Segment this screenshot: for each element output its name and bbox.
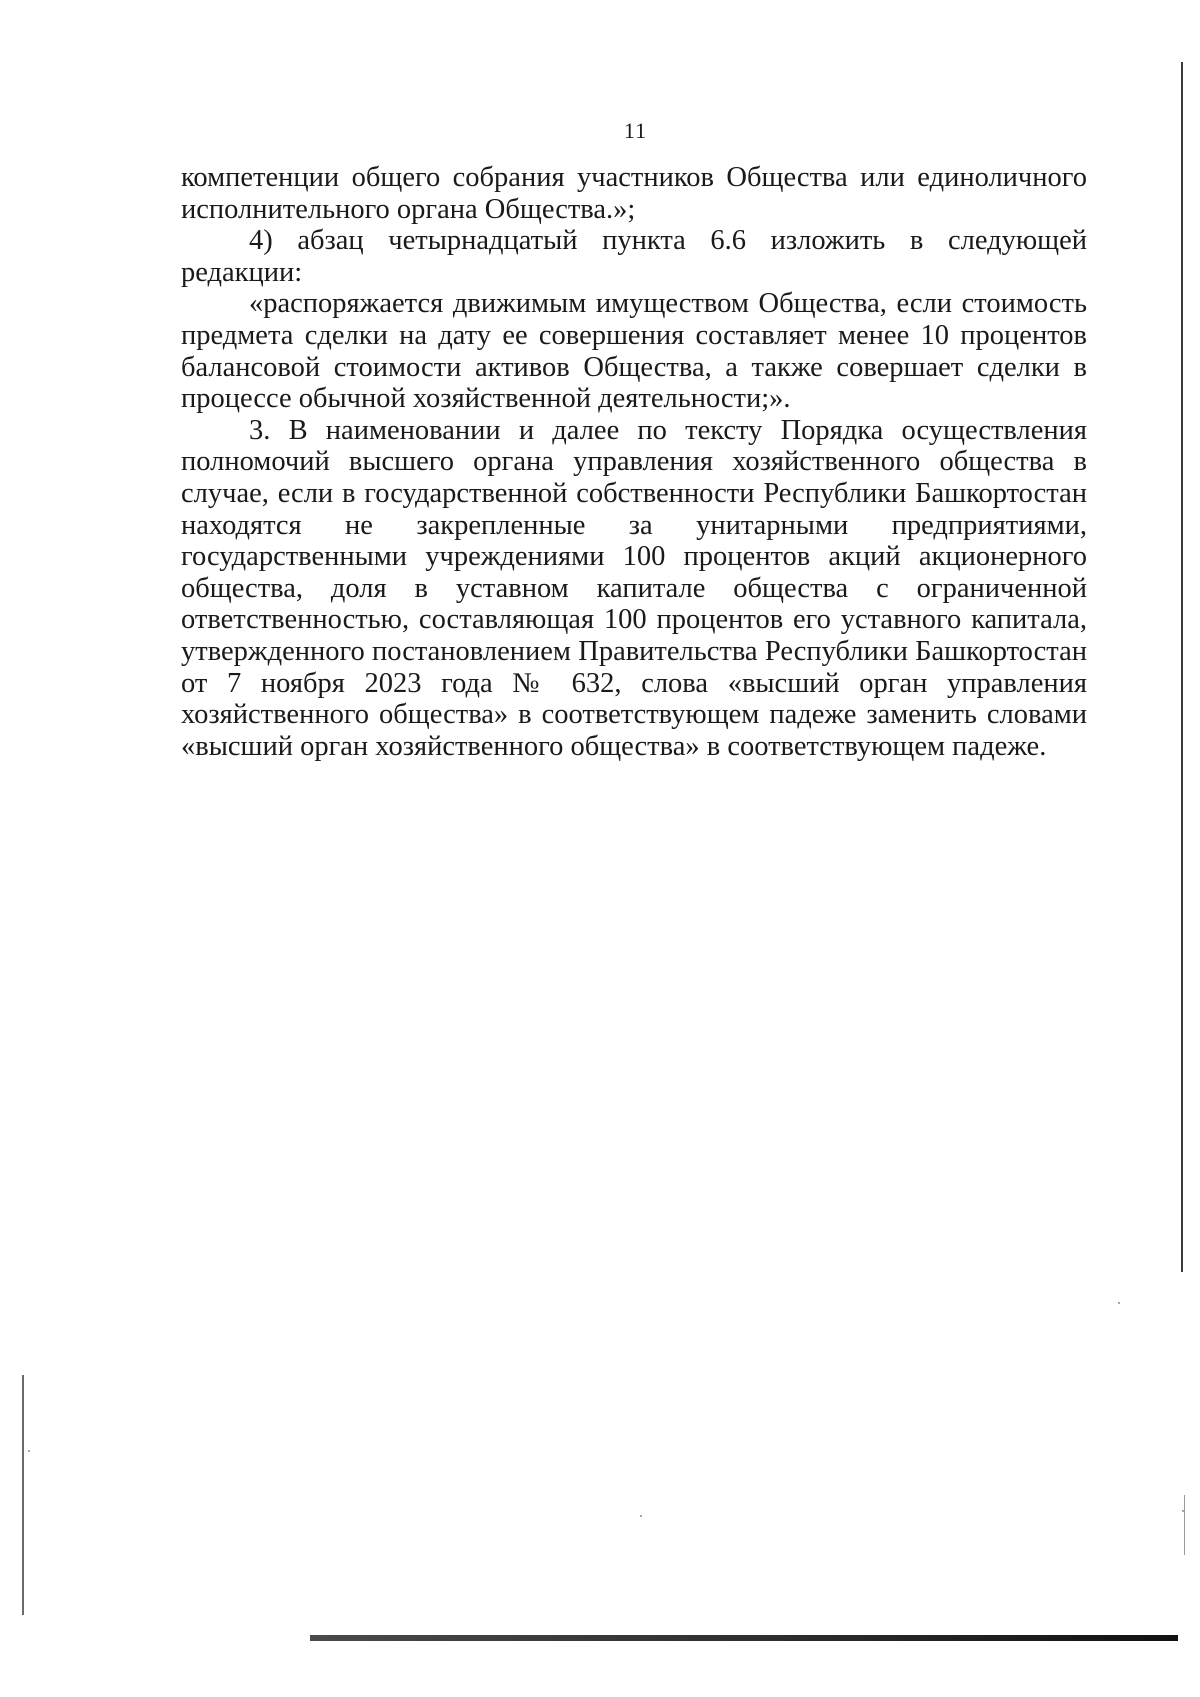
scan-speck bbox=[1118, 1302, 1120, 1304]
document-body bbox=[181, 162, 1087, 762]
scan-speck bbox=[640, 1515, 642, 1517]
paragraph-continuation: компетенции общего собрания участников Общества или единоличного исполнительного органа Общества.»; bbox=[181, 162, 1087, 225]
paragraph-item-3: 3. В наименовании и далее по тексту Порядка осуществления полномочий высшего органа управления хозяйственного общества в случае, если в государственной собственности Республики Башкортостан находятся не закрепленные за унитарными предприятиями, государственными учреждениями 100 процентов акций акционерного общества, доля в уставном капитале общества с ограниченной ответственностью, составляющая 100 процентов его уставного капитала, утвержденного постановлением Правительства Республики Башкортостан от 7 ноября 2023 года № 632, слова «высший орган управления хозяйственного общества» в соответствующем падеже заменить словами «высший орган хозяйственного общества» в соответствующем падеже. bbox=[181, 414, 1087, 762]
scan-speck bbox=[28, 1450, 30, 1452]
page-number: 11 bbox=[623, 118, 648, 143]
scan-edge-bar-bottom bbox=[310, 1635, 1178, 1641]
scan-edge-line-right bbox=[1181, 62, 1183, 1272]
scan-edge-line-left bbox=[22, 1375, 24, 1615]
paragraph-item-4: 4) абзац четырнадцатый пункта 6.6 изложить в следующей редакции: bbox=[181, 225, 1087, 288]
paragraph-quoted-text: «распоряжается движимым имуществом Общества, если стоимость предмета сделки на дату ее совершения составляет менее 10 процентов балансовой стоимости активов Общества, а также совершает сделки в процессе обычной хозяйственной деятельности;». bbox=[181, 288, 1087, 415]
scan-speck bbox=[1182, 1510, 1184, 1512]
scan-edge-line-right-lower bbox=[1184, 1495, 1185, 1555]
